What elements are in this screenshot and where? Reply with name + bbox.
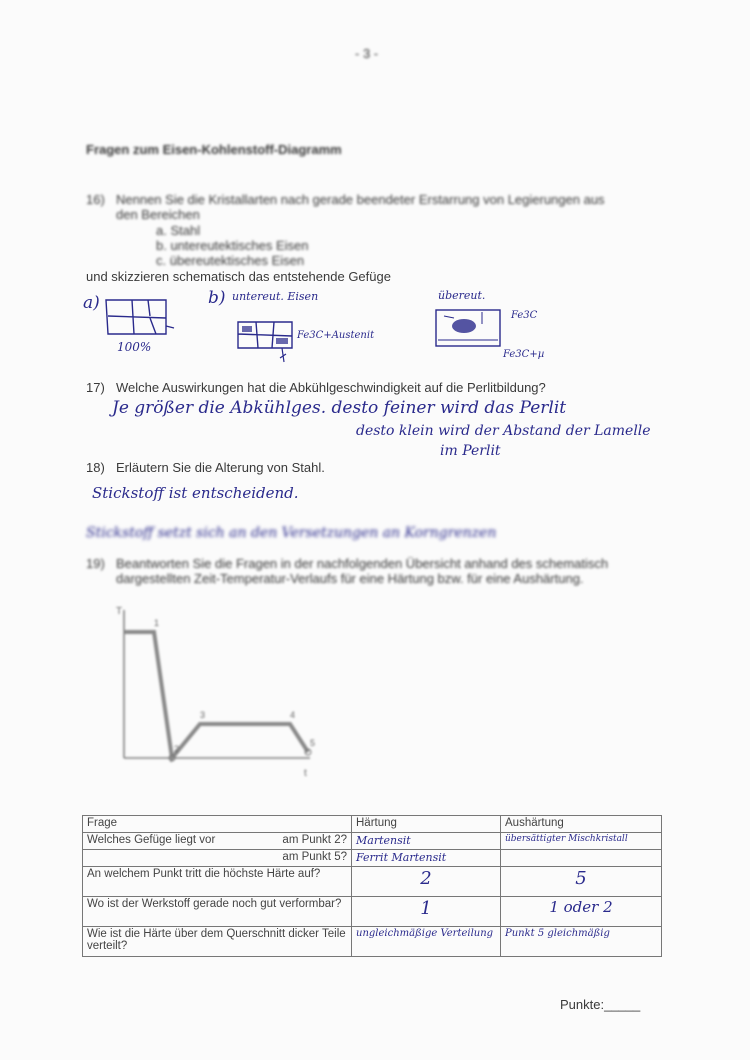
y-axis-label: T (116, 606, 123, 617)
row1-question-text: Welches Gefüge liegt vor (87, 834, 216, 846)
row5-question: Wie ist die Härte über dem Querschnitt dicker Teile verteilt? (83, 927, 352, 957)
row5-haertung-answer: ungleichmäßige Verteilung (352, 927, 501, 957)
row4-aushaertung-answer: 1 oder 2 (501, 897, 662, 927)
table-row (83, 897, 662, 927)
points-field: Punkte:_____ (560, 997, 641, 1012)
q17-answer-line3: im Perlit (440, 443, 501, 459)
point-label-1: 1 (154, 618, 160, 628)
row3-aushaertung-answer: 5 (501, 867, 662, 897)
table-row (83, 867, 662, 897)
sketch-b-title: untereut. Eisen (232, 290, 319, 303)
point-label-5: 5 (310, 738, 316, 748)
q19-number: 19) (86, 556, 105, 571)
row2-haertung-answer: Ferrit Martensit (352, 850, 501, 867)
temperature-curve (124, 632, 308, 758)
q16-instruction: und skizzieren schematisch das entstehende Gefüge (86, 269, 391, 284)
q17-answer-line2: desto klein wird der Abstand der Lamelle (356, 423, 651, 439)
q19-text-line2: dargestellten Zeit-Temperatur-Verlaufs für eine Härtung bzw. für eine Aushärtung. (116, 571, 584, 586)
table-header-row (83, 816, 662, 833)
question-table (82, 815, 662, 957)
q18-answer-line2: Stickstoff setzt sich an den Versetzungen an Korngrenzen (86, 525, 497, 541)
sketch-b-phase-label: Fe3C+Austenit (297, 330, 375, 341)
sketch-c-grains (432, 306, 512, 356)
page-number: - 3 - (355, 46, 379, 61)
q18-text: Erläutern Sie die Alterung von Stahl. (116, 460, 325, 475)
row2-question (83, 850, 352, 867)
header-aushaertung: Aushärtung (501, 816, 662, 833)
row1-question (83, 833, 352, 850)
table-row (83, 833, 662, 850)
q16-item-b: b. untereutektisches Eisen (156, 238, 309, 253)
q18-number: 18) (86, 460, 105, 475)
row1-aushaertung-answer: übersättigter Mischkristall (501, 833, 662, 850)
sketch-b-label: b) (208, 288, 226, 308)
x-axis-label: t (304, 768, 307, 779)
row2-aushaertung-answer (501, 850, 662, 867)
section-title: Fragen zum Eisen-Kohlenstoff-Diagramm (86, 142, 342, 157)
time-temperature-diagram (110, 600, 330, 780)
q16-item-a: a. Stahl (156, 223, 201, 238)
table-row (83, 927, 662, 957)
q19-text-line1: Beantworten Sie die Fragen in der nachfolgenden Übersicht anhand des schematisch (116, 556, 609, 571)
table-row (83, 850, 662, 867)
header-haertung: Härtung (352, 816, 501, 833)
row5-aushaertung-answer: Punkt 5 gleichmäßig (501, 927, 662, 957)
row2-question-sub: am Punkt 5? (282, 851, 347, 863)
row1-question-sub: am Punkt 2? (282, 834, 347, 846)
row4-haertung-answer: 1 (352, 897, 501, 927)
point-label-3: 3 (200, 710, 206, 720)
sketch-b-grains (234, 318, 304, 366)
q17-text: Welche Auswirkungen hat die Abkühlgeschwindigkeit auf die Perlitbildung? (116, 380, 546, 395)
row3-question: An welchem Punkt tritt die höchste Härte auf? (83, 867, 352, 897)
sketch-c-title: übereut. (438, 289, 486, 302)
q16-text-line1: Nennen Sie die Kristallarten nach gerade beendeter Erstarrung von Legierungen aus (116, 192, 605, 207)
row1-haertung-answer: Martensit (352, 833, 501, 850)
sketch-c-label2: Fe3C+µ (503, 349, 545, 360)
point-label-2: 2 (174, 744, 180, 754)
q16-number: 16) (86, 192, 105, 207)
q18-answer-line1: Stickstoff ist entscheidend. (92, 484, 299, 502)
sketch-a-note: 100% (117, 340, 152, 354)
sketch-c-label1: Fe3C (511, 310, 538, 321)
header-frage: Frage (83, 816, 352, 833)
q16-item-c: c. übereutektisches Eisen (156, 253, 305, 268)
q16-text-line2: den Bereichen (116, 207, 200, 222)
sketch-a-label: a) (83, 293, 100, 313)
row4-question: Wo ist der Werkstoff gerade noch gut verformbar? (83, 897, 352, 927)
row3-haertung-answer: 2 (352, 867, 501, 897)
q17-number: 17) (86, 380, 105, 395)
q17-answer-line1: Je größer die Abkühlges. desto feiner wird das Perlit (112, 398, 567, 418)
sketch-a-grains (104, 296, 184, 366)
point-label-4: 4 (290, 710, 296, 720)
